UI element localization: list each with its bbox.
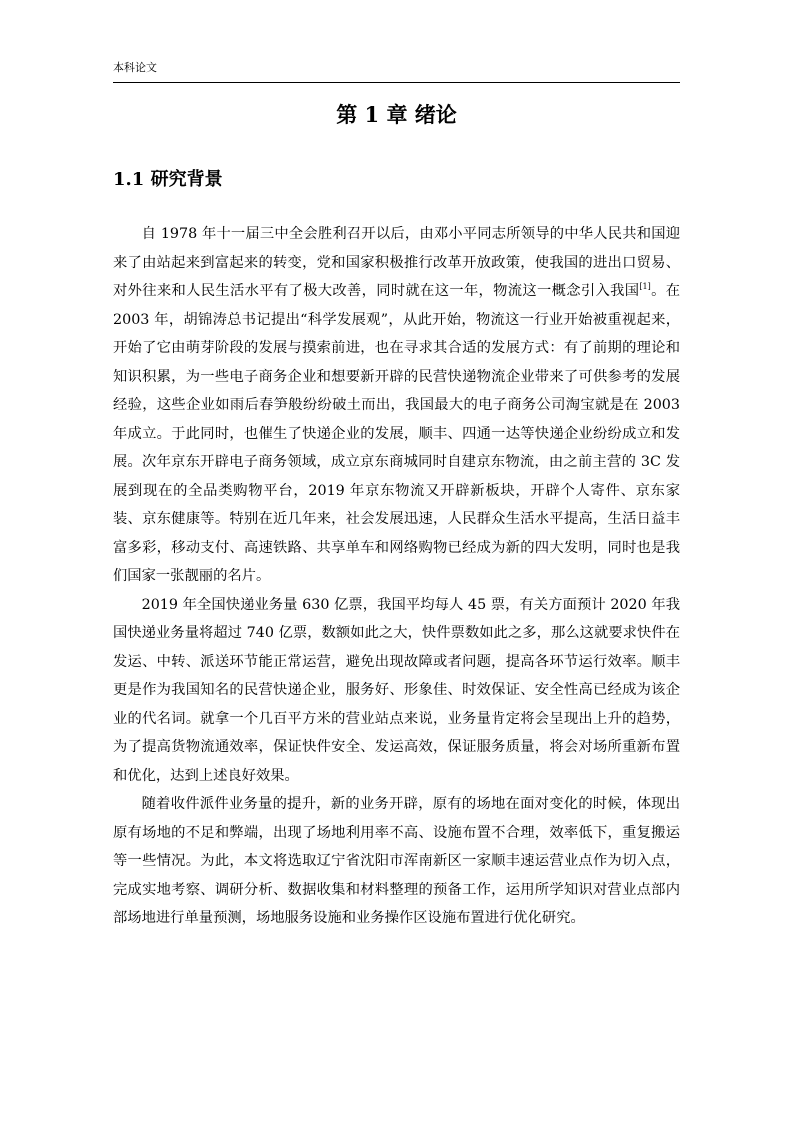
- citation-marker: [1]: [639, 282, 651, 292]
- body-text: [113, 220, 680, 933]
- paragraph-1-text-b: 。在 2003 年，胡锦涛总书记提出“科学发展观”，从此开始，物流这一行业开始被重视起来，开始了它由萌芽阶段的发展与摸索前进，也在寻求其合适的发展方式：有了前期的理论和知识积累，为一些电子商务企业和想要新开辟的民营快递物流企业带来了可供参考的发展经验，这些企业如雨后春笋般纷纷破土而出，我国最大的电子商务公司淘宝就是在 2003 年成立。于此同时，也催生了快递企业的发展，顺丰、四通一达等快递企业纷纷成立和发展。次年京东开辟电子商务领域，成立京东商城同时自建京东物流，由之前主营的 3C 发展到现在的全品类购物平台，2019 年京东物流又开辟新板块，开辟个人寄件、京东家装、京东健康等。特别在近几年来，社会发展迅速，人民群众生活水平提高，生活日益丰富多彩，移动支付、高速铁路、共享单车和网络购物已经成为新的四大发明，同时也是我们国家一张靓丽的名片。: [113, 283, 681, 584]
- chapter-title: 第 1 章 绪论: [336, 102, 457, 127]
- running-header: 本科论文: [113, 61, 157, 74]
- header-divider: [113, 82, 680, 83]
- paragraph-1: [113, 220, 680, 591]
- section-heading: 1.1 研究背景: [113, 169, 223, 190]
- paragraph-2: 2019 年全国快递业务量 630 亿票，我国平均每人 45 票，有关方面预计 2020 年我国快递业务量将超过 740 亿票，数额如此之大，快件票数如此之多，那么这就要求快件在发运、中转、派送环节能正常运营，避免出现故障或者问题，提高各环节运行效率。顺丰更是作为我国知名的民营快递企业，服务好、形象佳、时效保证、安全性高已经成为该企业的代名词。就拿一个几百平方米的营业站点来说，业务量肯定将会呈现出上升的趋势，为了提高货物流通效率，保证快件安全、发运高效，保证服务质量，将会对场所重新布置和优化，达到上述良好效果。: [113, 596, 680, 784]
- paragraph-1-text-a: 自 1978 年十一届三中全会胜利召开以后，由邓小平同志所领导的中华人民共和国迎来了由站起来到富起来的转变，党和国家积极推行改革开放政策，使我国的进出口贸易、对外往来和人民生活水平有了极大改善，同时就在这一年，物流这一概念引入我国: [113, 226, 680, 299]
- paragraph-3: 随着收件派件业务量的提升，新的业务开辟，原有的场地在面对变化的时候，体现出原有场地的不足和弊端，出现了场地利用率不高、设施布置不合理，效率低下，重复搬运等一些情况。为此，本文将选取辽宁省沈阳市浑南新区一家顺丰速运营业点作为切入点，完成实地考察、调研分析、数据收集和材料整理的预备工作，运用所学知识对营业点部内部场地进行单量预测，场地服务设施和业务操作区设施布置进行优化研究。: [113, 796, 680, 926]
